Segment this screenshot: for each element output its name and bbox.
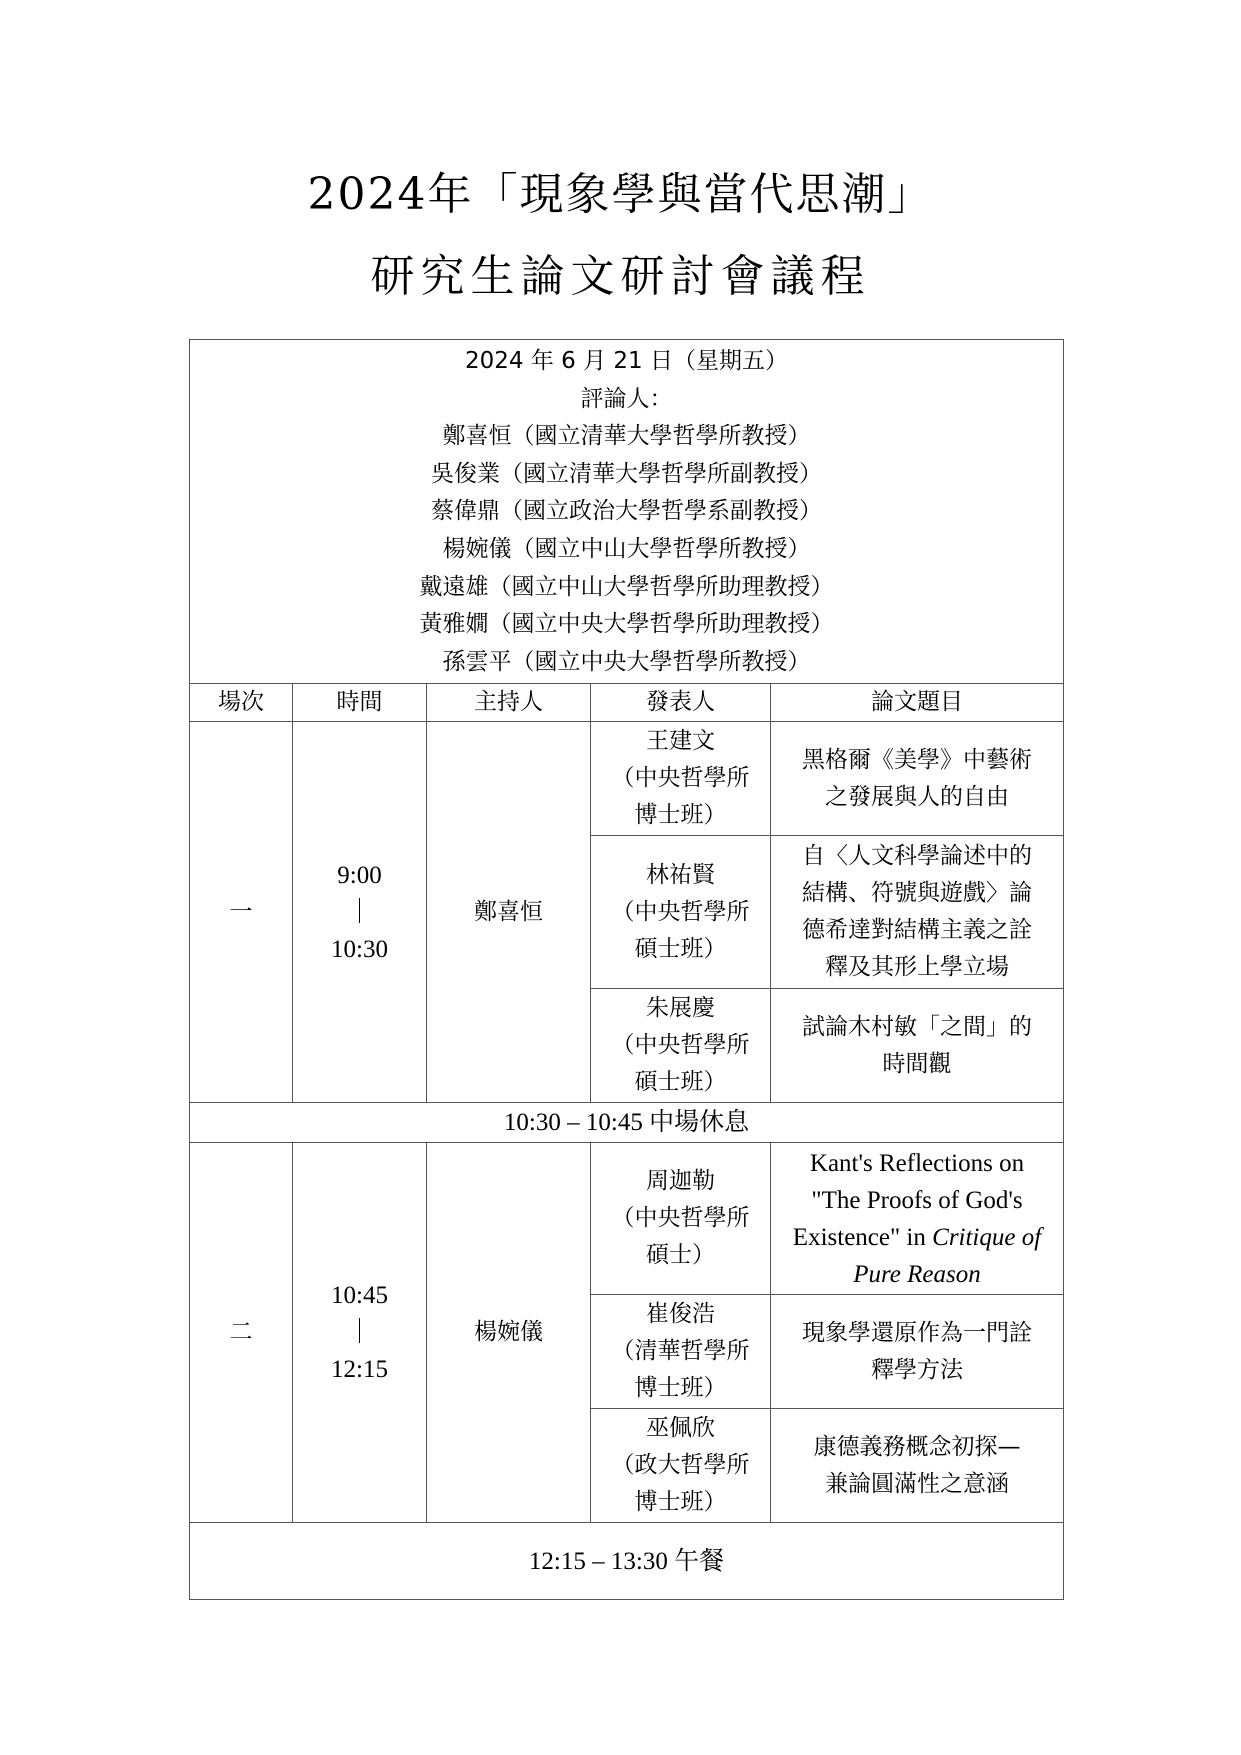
presenter-degree: 博士班） xyxy=(634,1375,727,1402)
presenter-affiliation: （中央哲學所 xyxy=(611,1032,750,1059)
discussants-label: 評論人： xyxy=(580,385,673,412)
discussant: 戴遠雄（國立中山大學哲學所助理教授） xyxy=(419,573,834,600)
presenter xyxy=(591,989,771,1103)
paper-title xyxy=(771,1295,1064,1409)
discussant: 楊婉儀（國立中山大學哲學所教授） xyxy=(442,535,811,562)
paper-title-line: 康德義務概念初探— xyxy=(813,1433,1021,1460)
paper-title xyxy=(771,1143,1064,1295)
presenter-affiliation: （清華哲學所 xyxy=(611,1338,750,1365)
paper-title-line: 時間觀 xyxy=(882,1050,952,1077)
session-number: 一 xyxy=(190,722,293,1103)
table-row xyxy=(190,1143,1064,1295)
time-start: 10:45 xyxy=(331,1282,388,1310)
paper-title-line: 結構、符號與遊戲〉論 xyxy=(802,880,1032,907)
paper-title-italic: Critique of xyxy=(932,1223,1042,1251)
break-label: 10:30 – 10:45 中場休息 xyxy=(190,1103,1064,1143)
presenter-degree: 博士班） xyxy=(634,802,727,829)
paper-title-line: 黑格爾《美學》中藝術 xyxy=(802,746,1032,773)
paper-title-text: Existence" in xyxy=(792,1223,933,1251)
break-row xyxy=(190,1103,1064,1143)
presenter xyxy=(591,722,771,836)
paper-title-line xyxy=(777,1219,1057,1256)
presenter-degree: 博士班） xyxy=(634,1489,727,1516)
discussant: 黃雅嫺（國立中央大學哲學所助理教授） xyxy=(419,611,834,638)
paper-title-line: Kant's Reflections on xyxy=(809,1149,1025,1177)
paper-title-line: 自〈人文科學論述中的 xyxy=(802,843,1032,870)
presenter-name: 朱展慶 xyxy=(646,995,715,1022)
time-end: 12:15 xyxy=(331,1356,388,1384)
header-time: 時間 xyxy=(293,684,427,722)
paper-title-line: 兼論圓滿性之意涵 xyxy=(825,1470,1009,1497)
presenter xyxy=(591,1295,771,1409)
time-separator: ｜ xyxy=(346,898,372,926)
presenter xyxy=(591,1409,771,1523)
discussant: 鄭喜恒（國立清華大學哲學所教授） xyxy=(442,423,811,450)
paper-title-line: 德希達對結構主義之詮 xyxy=(802,917,1032,944)
presenter xyxy=(591,1143,771,1295)
paper-title-line: "The Proofs of God's xyxy=(811,1186,1023,1214)
presenter-degree: 碩士班） xyxy=(634,935,727,962)
paper-title xyxy=(771,1409,1064,1523)
presenter-name: 王建文 xyxy=(646,728,715,755)
lunch-row xyxy=(190,1523,1064,1600)
paper-title-italic: Pure Reason xyxy=(853,1260,981,1288)
paper-title-line: 試論木村敏「之間」的 xyxy=(802,1013,1032,1040)
page-title: 2024年「現象學與當代思潮」 xyxy=(307,169,934,220)
paper-title-line: 之發展與人的自由 xyxy=(825,783,1009,810)
time-end: 10:30 xyxy=(331,935,388,963)
agenda-table xyxy=(189,339,1064,1600)
session-time xyxy=(293,722,427,1103)
presenter-degree: 碩士） xyxy=(646,1242,715,1269)
header-row xyxy=(190,684,1064,722)
presenter xyxy=(591,836,771,989)
presenter-affiliation: （中央哲學所 xyxy=(611,1205,750,1232)
session-number: 二 xyxy=(190,1143,293,1523)
presenter-degree: 碩士班） xyxy=(634,1069,727,1096)
presenter-affiliation: （中央哲學所 xyxy=(611,765,750,792)
session-time xyxy=(293,1143,427,1523)
time-start: 9:00 xyxy=(337,861,382,889)
presenter-name: 崔俊浩 xyxy=(646,1301,715,1328)
date-line: 2024 年 6 月 21 日（星期五） xyxy=(465,348,788,374)
discussant: 孫雲平（國立中央大學哲學所教授） xyxy=(442,648,811,675)
session-chair: 楊婉儀 xyxy=(427,1143,591,1523)
time-separator: ｜ xyxy=(346,1319,372,1347)
header-session: 場次 xyxy=(190,684,293,722)
paper-title xyxy=(771,989,1064,1103)
presenter-name: 林祐賢 xyxy=(646,861,715,888)
session-chair: 鄭喜恒 xyxy=(427,722,591,1103)
presenter-name: 周迦勒 xyxy=(646,1168,715,1195)
presenter-affiliation: （政大哲學所 xyxy=(611,1452,750,1479)
table-row xyxy=(190,722,1064,836)
header-paper-title: 論文題目 xyxy=(771,684,1064,722)
paper-title xyxy=(771,722,1064,836)
header-presenter: 發表人 xyxy=(591,684,771,722)
paper-title-line: 釋及其形上學立場 xyxy=(825,954,1009,981)
presenter-name: 巫佩欣 xyxy=(646,1415,715,1442)
info-block xyxy=(190,340,1064,684)
lunch-label: 12:15 – 13:30 午餐 xyxy=(190,1523,1064,1600)
paper-title-line xyxy=(777,1256,1057,1293)
paper-title-line: 現象學還原作為一門詮 xyxy=(802,1319,1032,1346)
paper-title xyxy=(771,836,1064,989)
paper-title-line: 釋學方法 xyxy=(871,1356,963,1383)
discussant: 吳俊業（國立清華大學哲學所副教授） xyxy=(431,460,822,487)
discussant: 蔡偉鼎（國立政治大學哲學系副教授） xyxy=(431,498,822,525)
header-chair: 主持人 xyxy=(427,684,591,722)
presenter-affiliation: （中央哲學所 xyxy=(611,898,750,925)
page-subtitle: 研究生論文研討會議程 xyxy=(370,251,871,302)
